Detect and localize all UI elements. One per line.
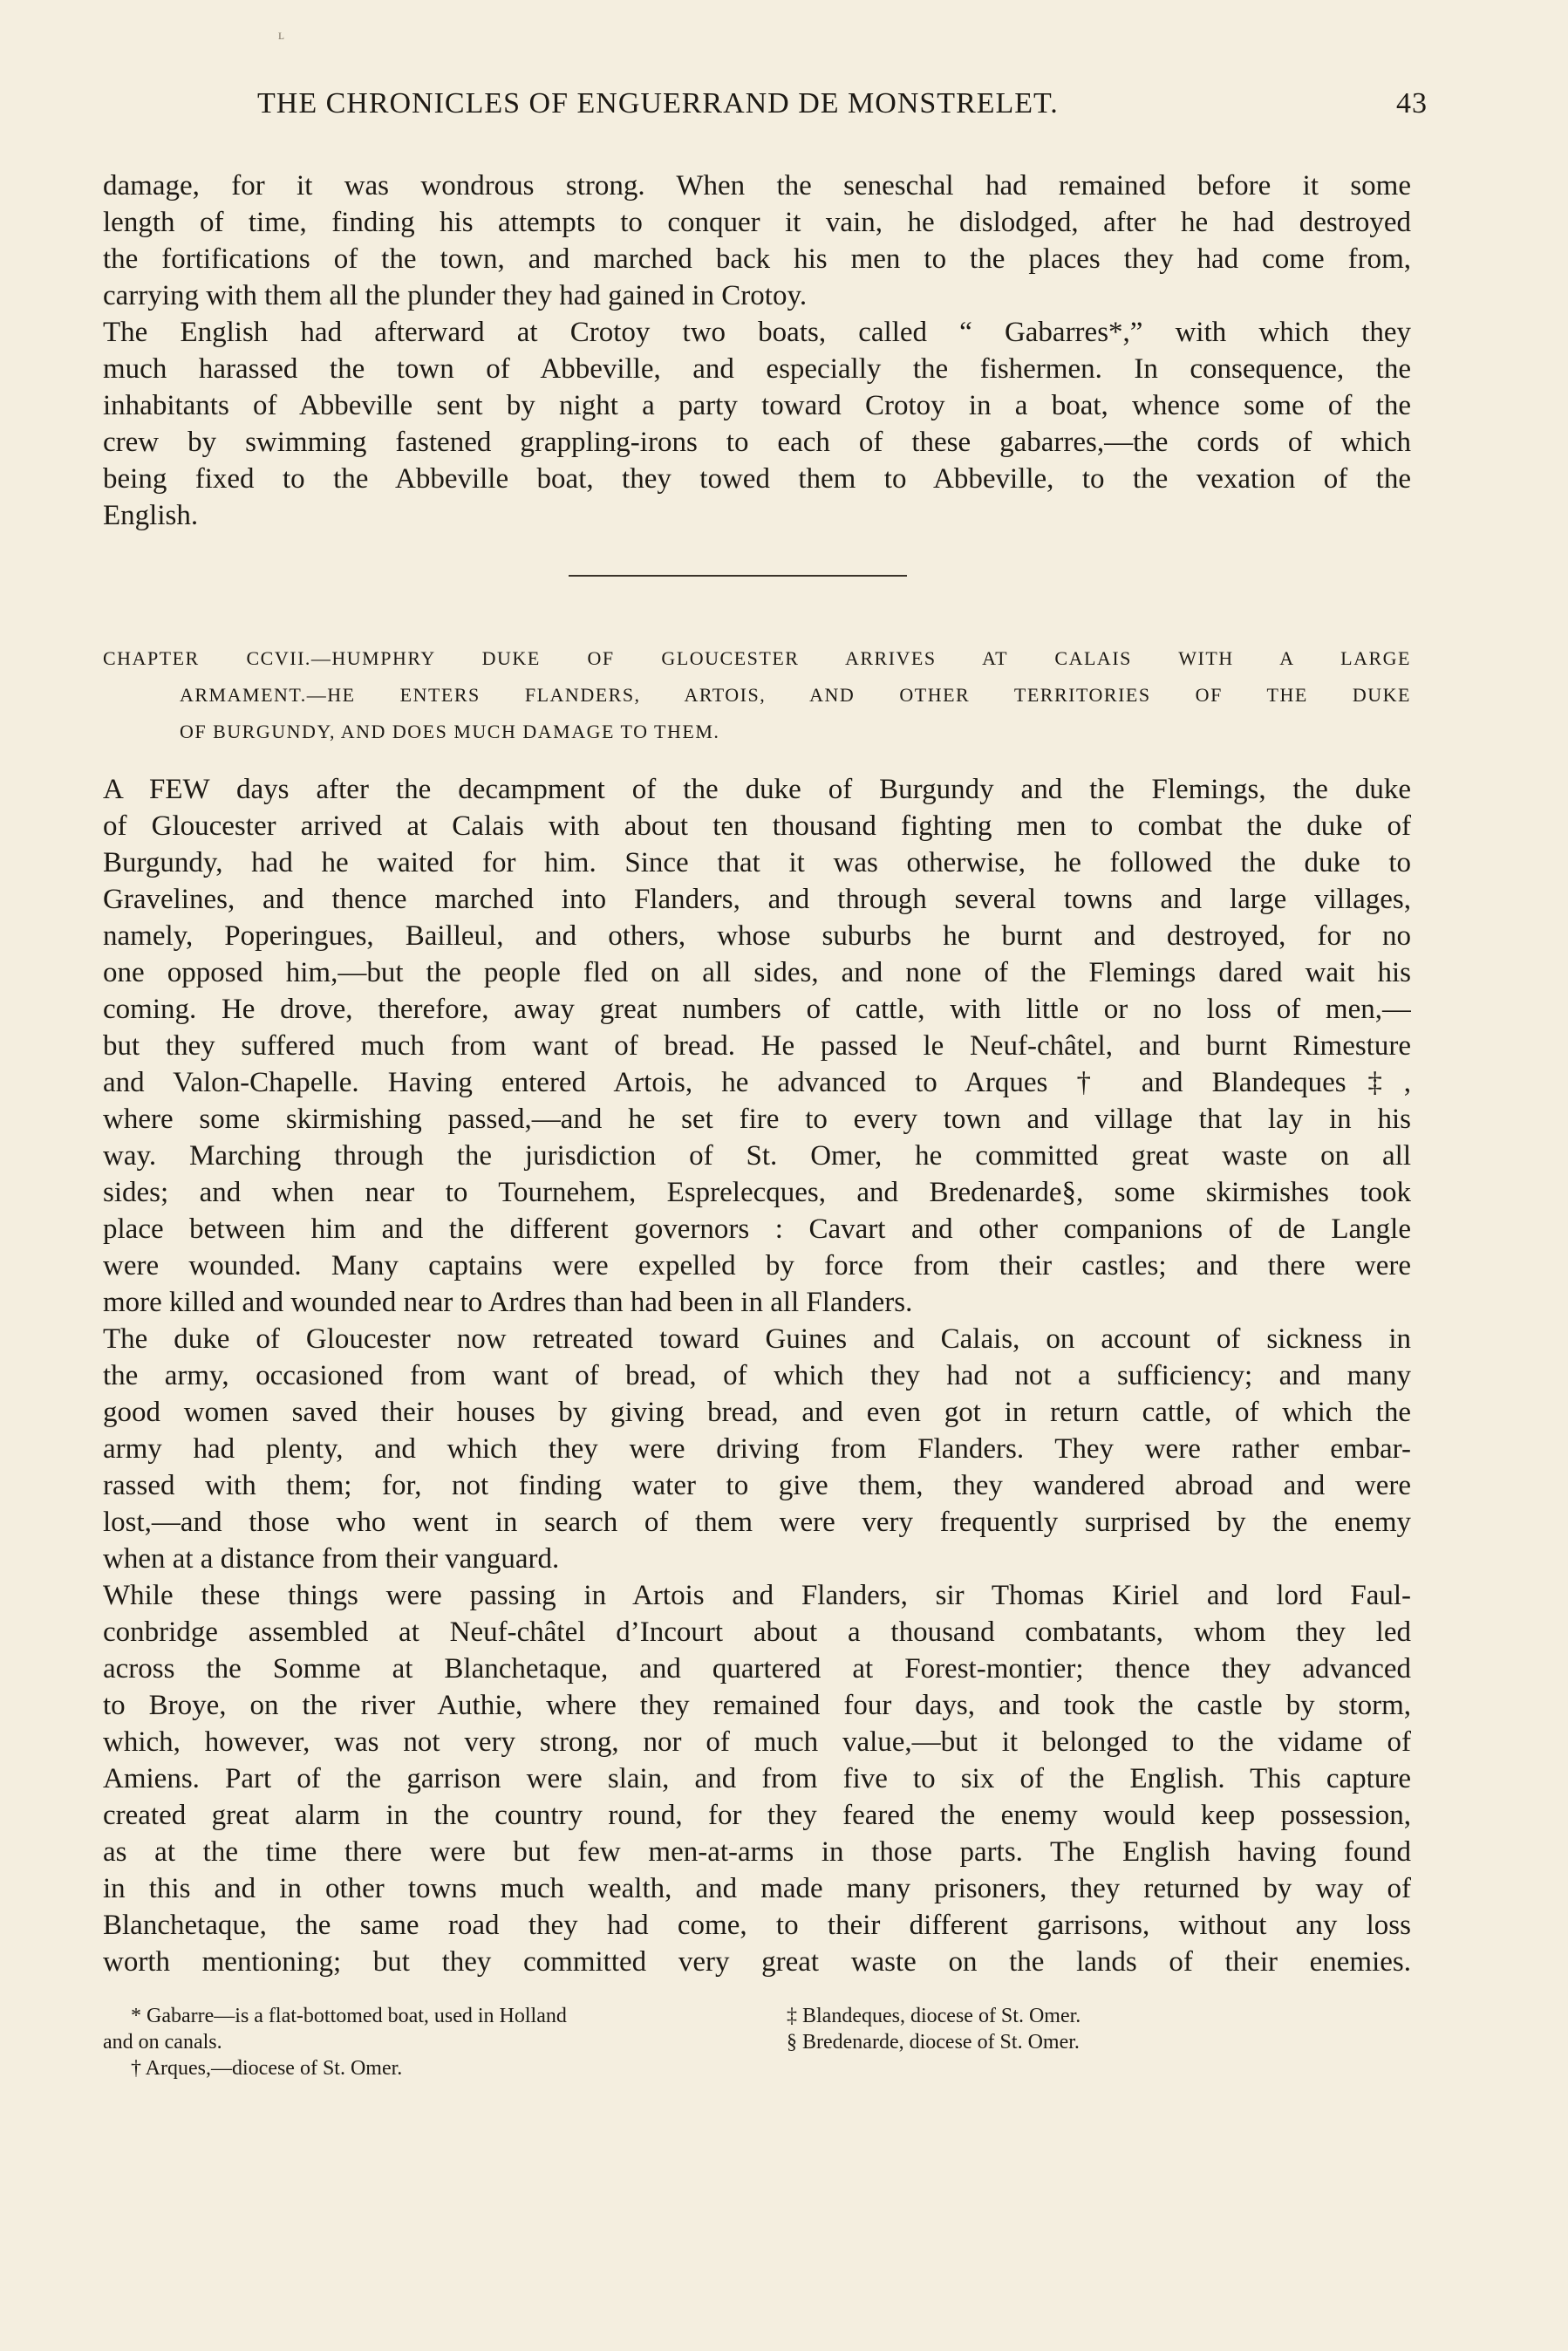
text-line: created great alarm in the country round, for they feared the enemy would keep possession, [103, 1800, 1411, 1831]
text-line: place between him and the different governors : Cavart and other companions of de Langle [103, 1213, 1411, 1245]
page-number: 43 [1396, 87, 1428, 120]
text-line: length of time, finding his attempts to conquer it vain, he dislodged, after he had destroyed [103, 207, 1411, 238]
text-line: The English had afterward at Crotoy two boats, called “ Gabarres*,” with which they [103, 317, 1411, 348]
text-line: the fortifications of the town, and marched back his men to the places they had come from, [103, 243, 1411, 275]
text-line: the army, occasioned from want of bread, of which they had not a sufficiency; and many [103, 1360, 1411, 1391]
text-line: when at a distance from their vanguard. [103, 1543, 560, 1575]
text-line: lost,—and those who went in search of them were very frequently surprised by the enemy [103, 1507, 1411, 1538]
text-line: Burgundy, had he waited for him. Since that it was otherwise, he followed the duke to [103, 847, 1411, 878]
text-line: in this and in other towns much wealth, and made many prisoners, they returned by way of [103, 1873, 1411, 1904]
text-line: The duke of Gloucester now retreated toward Guines and Calais, on account of sickness in [103, 1323, 1411, 1355]
text-line: Blanchetaque, the same road they had come, to their different garrisons, without any loss [103, 1910, 1411, 1941]
footnote-arques: † Arques,—diocese of St. Omer. [131, 2057, 403, 2080]
text-line: to Broye, on the river Authie, where they remained four days, and took the castle by storm, [103, 1690, 1411, 1721]
chapter-heading [103, 640, 1411, 750]
text-line: Amiens. Part of the garrison were slain, and from five to six of the English. This capture [103, 1763, 1411, 1794]
text-line: good women saved their houses by giving bread, and even got in return cattle, of which the [103, 1397, 1411, 1428]
chapter-heading-line: ARMAMENT.—HE ENTERS FLANDERS, ARTOIS, AND OTHER TERRITORIES OF THE DUKE [180, 684, 1411, 706]
text-line: A FEW days after the decampment of the duke of Burgundy and the Flemings, the duke [103, 774, 1411, 805]
text-line: crew by swimming fastened grappling-irons to each of these gabarres,—the cords of which [103, 427, 1411, 458]
intro-paragraphs [103, 167, 1411, 534]
text-line: army had plenty, and which they were driving from Flanders. They were rather embar- [103, 1433, 1411, 1465]
chapter-heading-line: OF BURGUNDY, AND DOES MUCH DAMAGE TO THEM. [180, 721, 720, 742]
text-line: conbridge assembled at Neuf-châtel d’Incourt about a thousand combatants, whom they led [103, 1616, 1411, 1648]
text-line: way. Marching through the jurisdiction of St. Omer, he committed great waste on all [103, 1140, 1411, 1172]
text-line: English. [103, 500, 199, 531]
footnote-bredenarde: § Bredenarde, diocese of St. Omer. [787, 2031, 1080, 2054]
text-line: Gravelines, and thence marched into Flanders, and through several towns and large villages, [103, 884, 1411, 915]
text-line: but they suffered much from want of bread. He passed le Neuf-châtel, and burnt Rimesture [103, 1030, 1411, 1062]
footnote-gabarre-cont: and on canals. [103, 2031, 222, 2054]
text-line: inhabitants of Abbeville sent by night a party toward Crotoy in a boat, whence some of the [103, 390, 1411, 421]
text-line: being fixed to the Abbeville boat, they towed them to Abbeville, to the vexation of the [103, 463, 1411, 495]
text-line: as at the time there were but few men-at-arms in those parts. The English having found [103, 1836, 1411, 1868]
chapter-body [103, 771, 1411, 1980]
text-line: worth mentioning; but they committed very great waste on the lands of their enemies. [103, 1946, 1411, 1978]
text-line: While these things were passing in Artois and Flanders, sir Thomas Kiriel and lord Faul- [103, 1580, 1411, 1611]
text-line: carrying with them all the plunder they had gained in Crotoy. [103, 280, 808, 311]
text-line: damage, for it was wondrous strong. When the seneschal had remained before it some [103, 170, 1411, 202]
footnote-gabarre: * Gabarre—is a flat-bottomed boat, used in Holland [131, 2005, 567, 2027]
text-line: sides; and when near to Tournehem, Esprelecques, and Bredenarde§, some skirmishes took [103, 1177, 1411, 1208]
text-line: where some skirmishing passed,—and he set fire to every town and village that lay in his [103, 1104, 1411, 1135]
footnote-blandeques: ‡ Blandeques, diocese of St. Omer. [787, 2005, 1081, 2027]
text-line: more killed and wounded near to Ardres than had been in all Flanders. [103, 1287, 913, 1318]
text-line: coming. He drove, therefore, away great numbers of cattle, with little or no loss of men,— [103, 994, 1411, 1025]
chapter-heading-line: CHAPTER CCVII.—HUMPHRY DUKE OF GLOUCESTER ARRIVES AT CALAIS WITH A LARGE [103, 647, 1411, 669]
text-line: rassed with them; for, not finding water to give them, they wandered abroad and were [103, 1470, 1411, 1501]
text-line: of Gloucester arrived at Calais with about ten thousand fighting men to combat the duke of [103, 810, 1411, 842]
text-line: namely, Poperingues, Bailleul, and others, whose suburbs he burnt and destroyed, for no [103, 920, 1411, 952]
running-title: THE CHRONICLES OF ENGUERRAND DE MONSTRELET. [257, 87, 1059, 120]
text-line: which, however, was not very strong, nor of much value,—but it belonged to the vidame of [103, 1726, 1411, 1758]
text-line: and Valon-Chapelle. Having entered Artois, he advanced to Arques † and Blandeques‡, [103, 1067, 1411, 1098]
text-line: much harassed the town of Abbeville, and especially the fishermen. In consequence, the [103, 353, 1411, 385]
text-line: one opposed him,—but the people fled on all sides, and none of the Flemings dared wait his [103, 957, 1411, 988]
text-line: across the Somme at Blanchetaque, and quartered at Forest-montier; thence they advanced [103, 1653, 1411, 1685]
ink-speck: ʟ [278, 28, 284, 43]
section-divider [569, 575, 907, 577]
text-line: were wounded. Many captains were expelled by force from their castles; and there were [103, 1250, 1411, 1281]
